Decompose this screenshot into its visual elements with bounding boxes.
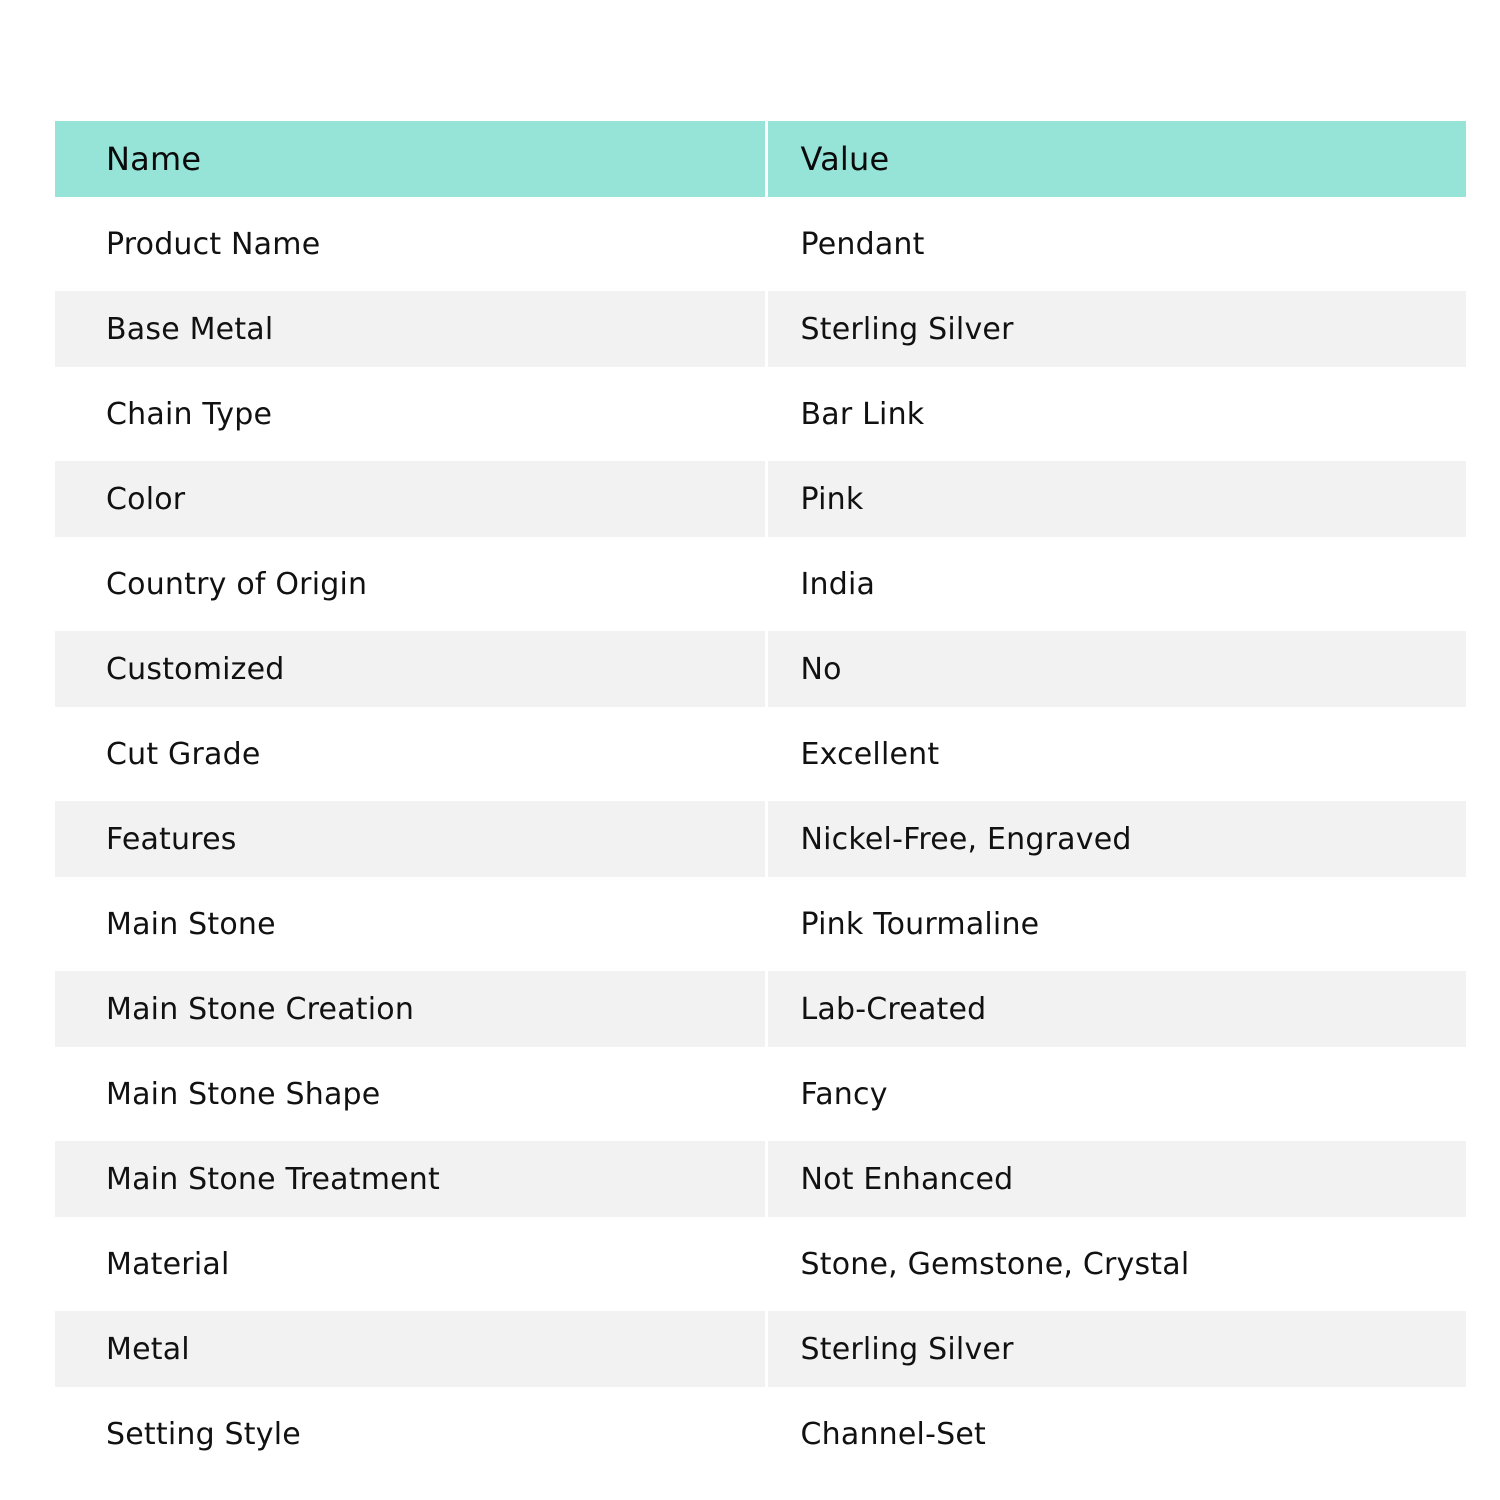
row-value-cell: Not Enhanced bbox=[766, 1141, 1466, 1217]
row-name-cell: Setting Style bbox=[55, 1387, 766, 1481]
row-value-cell: Sterling Silver bbox=[766, 1311, 1466, 1387]
table-row bbox=[55, 1141, 1466, 1217]
row-value-cell: Bar Link bbox=[766, 367, 1466, 461]
row-value-cell: India bbox=[766, 537, 1466, 631]
product-spec-table bbox=[55, 121, 1466, 1481]
table-header bbox=[55, 121, 1466, 197]
header-row bbox=[55, 121, 1466, 197]
row-name-cell: Main Stone Shape bbox=[55, 1047, 766, 1141]
row-name-cell: Country of Origin bbox=[55, 537, 766, 631]
table-row bbox=[55, 291, 1466, 367]
row-name-cell: Main Stone Creation bbox=[55, 971, 766, 1047]
table-row bbox=[55, 971, 1466, 1047]
row-name-cell: Main Stone bbox=[55, 877, 766, 971]
table-row bbox=[55, 707, 1466, 801]
table-row bbox=[55, 537, 1466, 631]
row-name-cell: Material bbox=[55, 1217, 766, 1311]
row-value-cell: Fancy bbox=[766, 1047, 1466, 1141]
row-name-cell: Metal bbox=[55, 1311, 766, 1387]
row-value-cell: Stone, Gemstone, Crystal bbox=[766, 1217, 1466, 1311]
row-name-cell: Cut Grade bbox=[55, 707, 766, 801]
row-value-cell: Pink Tourmaline bbox=[766, 877, 1466, 971]
table-row bbox=[55, 1387, 1466, 1481]
table-row bbox=[55, 197, 1466, 291]
table-row bbox=[55, 877, 1466, 971]
table-row bbox=[55, 1217, 1466, 1311]
table-row bbox=[55, 1311, 1466, 1387]
row-value-cell: Nickel-Free, Engraved bbox=[766, 801, 1466, 877]
row-name-cell: Base Metal bbox=[55, 291, 766, 367]
table-body bbox=[55, 197, 1466, 1481]
row-name-cell: Customized bbox=[55, 631, 766, 707]
row-name-cell: Product Name bbox=[55, 197, 766, 291]
row-value-cell: Pink bbox=[766, 461, 1466, 537]
row-name-cell: Color bbox=[55, 461, 766, 537]
table-row bbox=[55, 461, 1466, 537]
row-value-cell: Lab-Created bbox=[766, 971, 1466, 1047]
row-name-cell: Chain Type bbox=[55, 367, 766, 461]
table-row bbox=[55, 367, 1466, 461]
row-value-cell: Channel-Set bbox=[766, 1387, 1466, 1481]
row-value-cell: No bbox=[766, 631, 1466, 707]
row-name-cell: Features bbox=[55, 801, 766, 877]
column-header-name: Name bbox=[55, 121, 766, 197]
row-value-cell: Sterling Silver bbox=[766, 291, 1466, 367]
row-value-cell: Excellent bbox=[766, 707, 1466, 801]
row-name-cell: Main Stone Treatment bbox=[55, 1141, 766, 1217]
row-value-cell: Pendant bbox=[766, 197, 1466, 291]
table-row bbox=[55, 801, 1466, 877]
table-row bbox=[55, 1047, 1466, 1141]
column-header-value: Value bbox=[766, 121, 1466, 197]
table-row bbox=[55, 631, 1466, 707]
